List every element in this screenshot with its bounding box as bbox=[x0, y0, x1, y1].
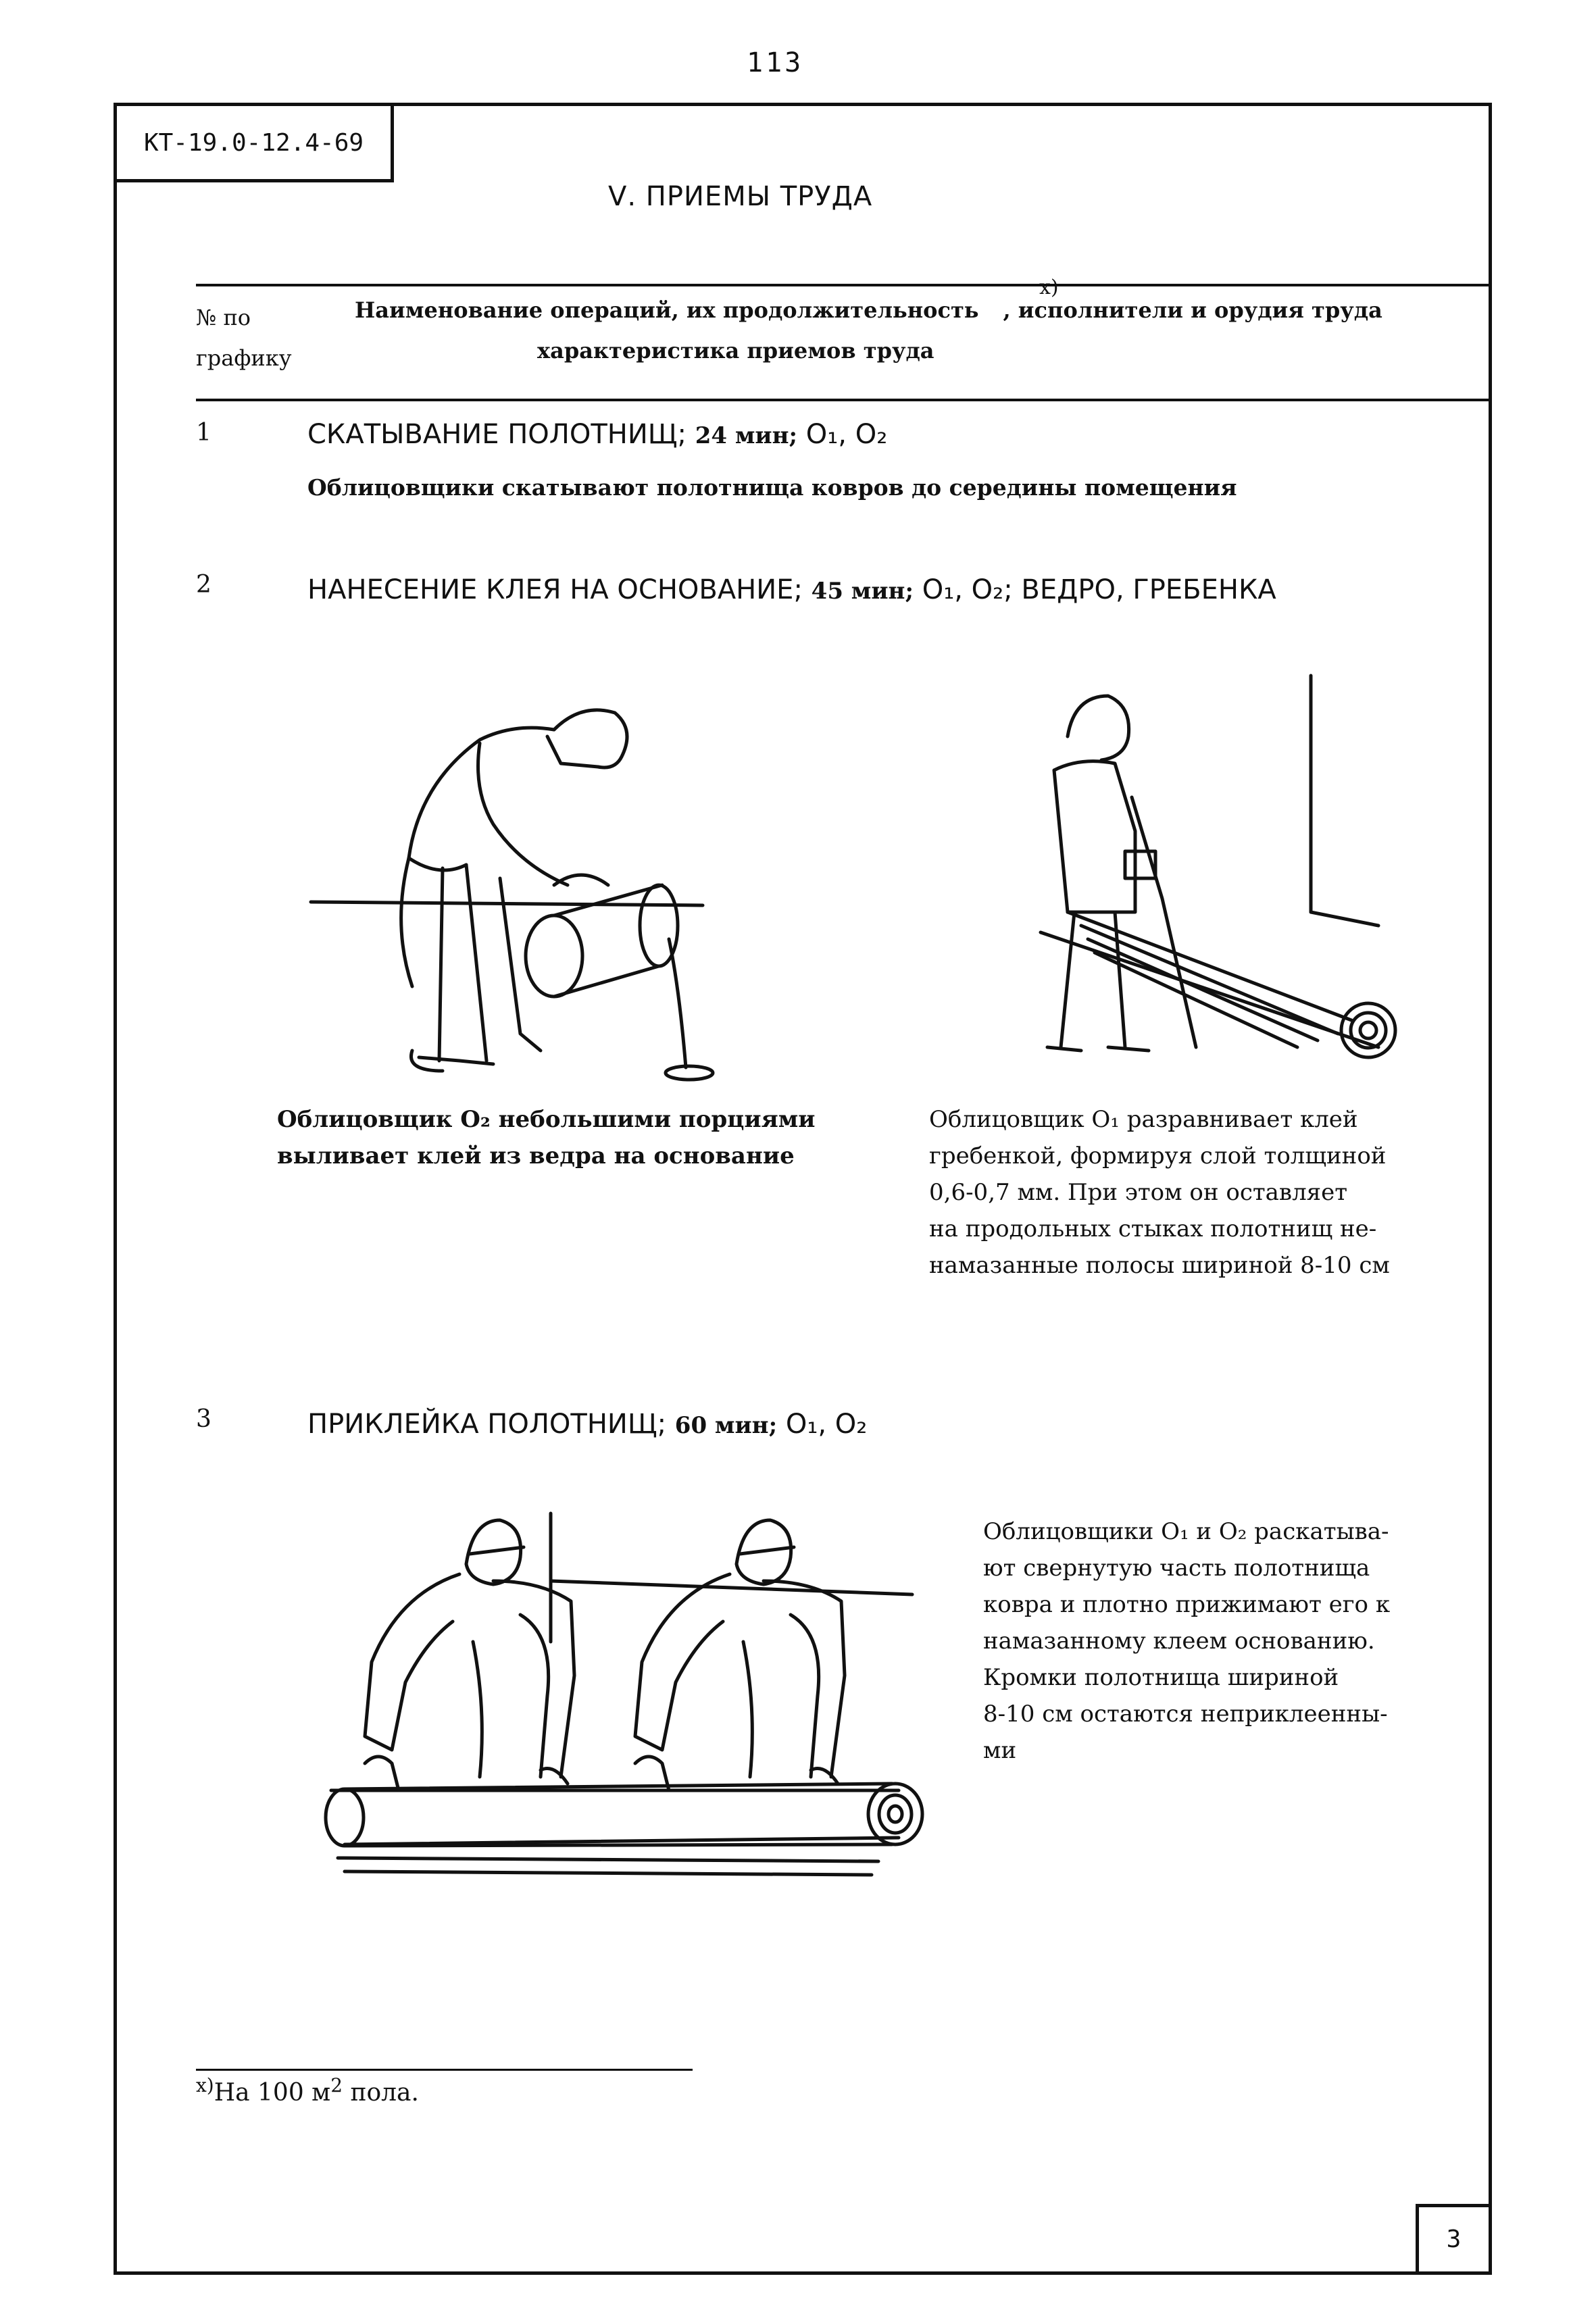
footnote-text: На 100 м bbox=[214, 2079, 331, 2107]
operation-2-duration: 45 мин; bbox=[811, 578, 914, 605]
page-number: 113 bbox=[747, 47, 804, 78]
header-col-number-line1: № по bbox=[196, 305, 251, 330]
header-bottom-rule bbox=[196, 399, 1492, 401]
operation-2-caption-right-line3: 0,6-0,7 мм. При этом он оставляет bbox=[929, 1179, 1348, 1206]
operation-1-workers: O₁, O₂ bbox=[805, 419, 888, 450]
operation-2-caption-left-line1: Облицовщик O₂ небольшими порциями bbox=[277, 1106, 816, 1133]
operation-3-number: 3 bbox=[196, 1405, 211, 1433]
header-col-name bbox=[355, 297, 1382, 323]
document-code: КТ-19.0-12.4-69 bbox=[114, 103, 394, 182]
operation-3-caption-line5: Кромки полотнища шириной bbox=[983, 1664, 1339, 1691]
operation-1-name: СКАТЫВАНИЕ ПОЛОТНИЩ; bbox=[307, 419, 687, 450]
operation-1-duration: 24 мин; bbox=[695, 422, 798, 449]
operation-2-number: 2 bbox=[196, 571, 211, 599]
header-col-name-text: Наименование операций, их продолжительность bbox=[355, 297, 979, 323]
footnote-text-end: пола. bbox=[343, 2079, 419, 2107]
operation-2-tools: ВЕДРО, ГРЕБЕНКА bbox=[1021, 574, 1276, 605]
operation-2-workers: O₁, O₂; bbox=[922, 574, 1013, 605]
operation-3-name: ПРИКЛЕЙКА ПОЛОТНИЩ; bbox=[307, 1409, 667, 1440]
operation-3-title bbox=[307, 1409, 867, 1440]
section-title: Ⅴ. ПРИЕМЫ ТРУДА bbox=[608, 181, 873, 212]
operation-2-caption-right-line1: Облицовщик O₁ разравнивает клей bbox=[929, 1106, 1358, 1133]
header-col-name-line2: характеристика приемов труда bbox=[537, 338, 934, 363]
operation-3-caption-line7: ми bbox=[983, 1737, 1017, 1764]
header-col-number bbox=[196, 297, 292, 378]
header-footnote-mark: х) bbox=[1039, 276, 1059, 299]
operation-3-caption-line1: Облицовщики O₁ и O₂ раскатыва- bbox=[983, 1518, 1389, 1545]
operation-3-caption-line3: ковра и плотно прижимают его к bbox=[983, 1591, 1391, 1618]
illustration-pouring-glue bbox=[297, 682, 730, 1088]
operation-1-number: 1 bbox=[196, 419, 211, 447]
sheet-number: 3 bbox=[1416, 2204, 1492, 2275]
operation-3-duration: 60 мин; bbox=[674, 1412, 778, 1439]
operation-3-caption-line2: ют свернутую часть полотнища bbox=[983, 1555, 1370, 1582]
operation-3-workers: O₁, O₂ bbox=[785, 1409, 868, 1440]
operation-2-caption-right bbox=[929, 1101, 1390, 1284]
operation-2-caption-left-line2: выливает клей из ведра на основание bbox=[277, 1142, 795, 1169]
illustration-gluing-carpet bbox=[318, 1507, 926, 1912]
footnote bbox=[196, 2074, 419, 2107]
operation-2-name: НАНЕСЕНИЕ КЛЕЯ НА ОСНОВАНИЕ; bbox=[307, 574, 803, 605]
operation-2-title bbox=[307, 574, 1276, 605]
operation-2-caption-right-line4: на продольных стыках полотнищ не- bbox=[929, 1215, 1377, 1242]
operation-2-caption-right-line5: намазанные полосы шириной 8-10 см bbox=[929, 1252, 1390, 1279]
operation-1-title bbox=[307, 419, 887, 450]
operation-1-description: Облицовщики скатывают полотнища ковров до середины помещения bbox=[307, 474, 1237, 501]
operation-2-caption-right-line2: гребенкой, формируя слой толщиной bbox=[929, 1142, 1387, 1169]
operation-2-caption-left bbox=[277, 1101, 815, 1174]
operation-3-caption-line4: намазанному клеем основанию. bbox=[983, 1628, 1375, 1655]
header-col-number-line2: графику bbox=[196, 345, 292, 371]
operation-3-caption bbox=[983, 1513, 1390, 1769]
header-col-name-end: , исполнители и орудия труда bbox=[1003, 297, 1382, 323]
footnote-mark: х) bbox=[196, 2074, 214, 2096]
footnote-rule bbox=[196, 2069, 693, 2071]
footnote-unit-power: 2 bbox=[330, 2074, 343, 2096]
operation-3-caption-line6: 8-10 см остаются неприклеенны- bbox=[983, 1701, 1388, 1728]
illustration-spreading-glue bbox=[1000, 669, 1432, 1074]
header-top-rule bbox=[196, 284, 1492, 286]
